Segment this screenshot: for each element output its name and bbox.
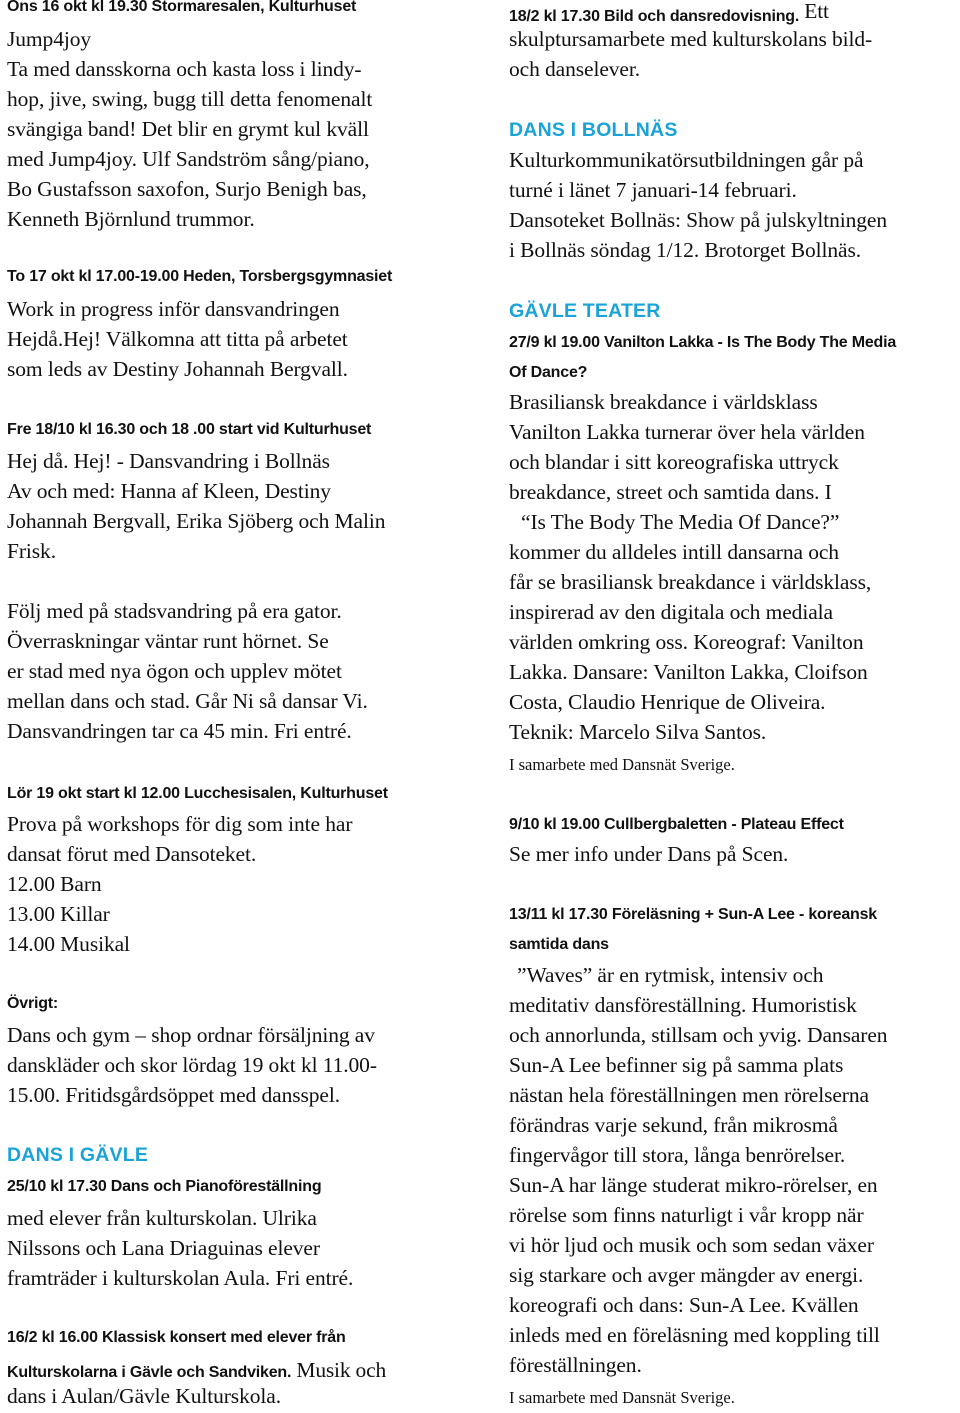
body-line: inspirerad av den digitala och mediala: [509, 600, 833, 624]
body-part: Ett: [799, 0, 829, 23]
body-line: Ta med dansskorna och kasta loss i lindy-: [7, 57, 362, 81]
body-line: breakdance, street och samtida dans. I: [509, 480, 832, 504]
body-line: fingervågor till stora, långa benrörelser.: [509, 1143, 846, 1167]
schedule-line: 12.00 Barn: [7, 872, 102, 896]
body-line: er stad med nya ögon och upplev mötet: [7, 659, 342, 683]
body-line: meditativ dansföreställning. Humoristisk: [509, 993, 857, 1017]
event-heading-dansvandring: Fre 18/10 kl 16.30 och 18 .00 start vid Kulturhuset: [7, 421, 372, 438]
body-line: Se mer info under Dans på Scen.: [509, 842, 789, 866]
body-line: Överraskningar väntar runt hörnet. Se: [7, 629, 329, 653]
section-heading-gavle-teater: GÄVLE TEATER: [509, 300, 661, 322]
body-line: Hej då. Hej! - Dansvandring i Bollnäs: [7, 449, 330, 473]
body-line: inleds med en föreläsning med koppling till: [509, 1323, 880, 1347]
body-line: mellan dans och stad. Går Ni så dansar Vi.: [7, 689, 368, 713]
event-heading-sun-a-lee: 13/11 kl 17.30 Föreläsning + Sun-A Lee - koreansk: [509, 906, 877, 923]
collaboration-note: I samarbete med Dansnät Sverige.: [509, 755, 735, 774]
event-heading-sun-a-lee-cont: samtida dans: [509, 936, 609, 953]
body-line: förändras varje sekund, från mikrosmå: [509, 1113, 838, 1137]
body-line: Vanilton Lakka turnerar över hela världen: [509, 420, 865, 444]
body-line: får se brasiliansk breakdance i världsklass,: [509, 570, 872, 594]
body-line: skulptursamarbete med kulturskolans bild-: [509, 27, 873, 51]
body-line: dansat förut med Dansoteket.: [7, 842, 257, 866]
event-heading-cullbergbaletten: 9/10 kl 19.00 Cullbergbaletten - Plateau Effect: [509, 816, 844, 833]
body-line: Johannah Bergvall, Erika Sjöberg och Malin: [7, 509, 386, 533]
heading-part: 18/2 kl 17.30 Bild och dansredovisning.: [509, 8, 800, 25]
body-line: sig starkare och avger mängder av energi.: [509, 1263, 864, 1287]
event-heading-bild-och-dans: [509, 2, 829, 27]
body-line: Lakka. Dansare: Vanilton Lakka, Cloifson: [509, 660, 868, 684]
body-line: och annorlunda, stillsam och yvig. Dansaren: [509, 1023, 888, 1047]
section-heading-dans-i-gavle: DANS I GÄVLE: [7, 1144, 149, 1166]
body-line: 15.00. Fritidsgårdsöppet med dansspel.: [7, 1083, 340, 1107]
heading-part: Kulturskolarna i Gävle och Sandviken.: [7, 1364, 292, 1381]
body-line: Teknik: Marcelo Silva Santos.: [509, 720, 767, 744]
body-line: Bo Gustafsson saxofon, Surjo Benigh bas,: [7, 177, 367, 201]
body-line: Hejdå.Hej! Välkomna att titta på arbetet: [7, 327, 348, 351]
body-line: Dansoteket Bollnäs: Show på julskyltningen: [509, 208, 887, 232]
body-line: Prova på workshops för dig som inte har: [7, 812, 353, 836]
body-line: turné i länet 7 januari-14 februari.: [509, 178, 797, 202]
event-title-jump4joy: Jump4joy: [7, 27, 92, 51]
body-line: koreografi och dans: Sun-A Lee. Kvällen: [509, 1293, 859, 1317]
body-line: vi hör ljud och musik och som sedan växer: [509, 1233, 874, 1257]
body-line: svängiga band! Det blir en grymt kul kväll: [7, 117, 369, 141]
body-line: Dans och gym – shop ordnar försäljning av: [7, 1023, 375, 1047]
body-line: rörelse som finns naturligt i vår kropp när: [509, 1203, 864, 1227]
event-heading-klassisk-konsert: 16/2 kl 16.00 Klassisk konsert med elever från: [7, 1329, 346, 1346]
body-line: Av och med: Hanna af Kleen, Destiny: [7, 479, 331, 503]
body-line: Dansvandringen tar ca 45 min. Fri entré.: [7, 719, 352, 743]
body-line: kommer du alldeles intill dansarna och: [509, 540, 839, 564]
body-line: och blandar i sitt koreografiska uttryck: [509, 450, 839, 474]
heading-ovrigt: Övrigt:: [7, 995, 59, 1012]
event-heading-pianoforestallning: 25/10 kl 17.30 Dans och Pianoföreställning: [7, 1178, 322, 1195]
body-line: Brasiliansk breakdance i världsklass: [509, 390, 818, 414]
body-line: Kenneth Björnlund trummor.: [7, 207, 255, 231]
body-line: Sun-A Lee befinner sig på samma plats: [509, 1053, 844, 1077]
event-heading-jump4joy: Ons 16 okt kl 19.30 Stormaresalen, Kulturhuset: [7, 0, 357, 15]
event-heading-vanilton-lakka-cont: Of Dance?: [509, 364, 588, 381]
body-line: framträder i kulturskolan Aula. Fri entré.: [7, 1266, 354, 1290]
event-heading-kulturskolarna: [7, 1358, 386, 1383]
body-line: danskläder och skor lördag 19 okt kl 11.00-: [7, 1053, 377, 1077]
body-line: Work in progress inför dansvandringen: [7, 297, 340, 321]
body-line: “Is The Body The Media Of Dance?”: [521, 510, 840, 534]
body-line: med Jump4joy. Ulf Sandström sång/piano,: [7, 147, 370, 171]
body-line: världen omkring oss. Koreograf: Vanilton: [509, 630, 864, 654]
body-line: Sun-A har länge studerat mikro-rörelser, en: [509, 1173, 878, 1197]
body-line: Kulturkommunikatörsutbildningen går på: [509, 148, 864, 172]
body-line: i Bollnäs söndag 1/12. Brotorget Bollnäs.: [509, 238, 862, 262]
schedule-line: 14.00 Musikal: [7, 932, 130, 956]
event-heading-workshops: Lör 19 okt start kl 12.00 Lucchesisalen, Kulturhuset: [7, 785, 388, 802]
collaboration-note: I samarbete med Dansnät Sverige.: [509, 1388, 735, 1407]
schedule-line: 13.00 Killar: [7, 902, 110, 926]
event-heading-vanilton-lakka: 27/9 kl 19.00 Vanilton Lakka - Is The Body The Media: [509, 334, 897, 351]
body-line: Nilssons och Lana Driaguinas elever: [7, 1236, 320, 1260]
body-line: Costa, Claudio Henrique de Oliveira.: [509, 690, 826, 714]
body-line: nästan hela föreställningen men rörelserna: [509, 1083, 869, 1107]
event-heading-work-in-progress: To 17 okt kl 17.00-19.00 Heden, Torsbergsgymnasiet: [7, 268, 393, 285]
body-line: föreställningen.: [509, 1353, 642, 1377]
body-line: som leds av Destiny Johannah Bergvall.: [7, 357, 348, 381]
body-line: med elever från kulturskolan. Ulrika: [7, 1206, 317, 1230]
body-line: och danselever.: [509, 57, 641, 81]
body-line: hop, jive, swing, bugg till detta fenomenalt: [7, 87, 373, 111]
section-heading-dans-i-bollnas: DANS I BOLLNÄS: [509, 119, 678, 141]
body-line: Frisk.: [7, 539, 56, 563]
body-line: dans i Aulan/Gävle Kulturskola.: [7, 1384, 281, 1408]
body-line: ”Waves” är en rytmisk, intensiv och: [517, 963, 824, 987]
body-line: Följ med på stadsvandring på era gator.: [7, 599, 342, 623]
body-part: Musik och: [291, 1358, 387, 1382]
